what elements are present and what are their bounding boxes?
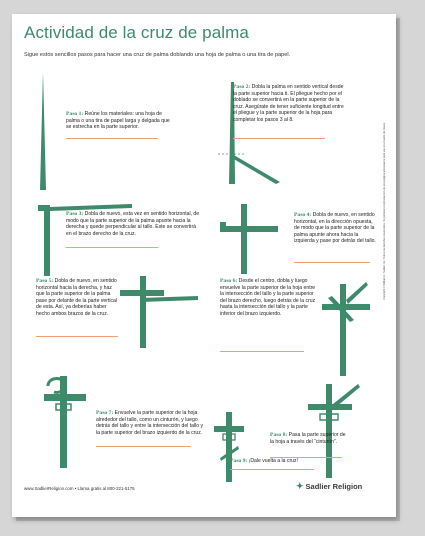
- step-5-palm-illustration: [118, 270, 200, 350]
- step-4-number: Paso 4:: [294, 212, 312, 218]
- step-7-underline: [96, 446, 191, 447]
- step-4-palm-illustration: [216, 200, 286, 276]
- step-4-text: Dobla de nuevo, en sentido horizontal, en la dirección opuesta, de modo que la parte superior de la palma apunte ahora hacia la izquierda y pase por detrás del tallo.: [294, 212, 376, 245]
- step-8: [270, 432, 350, 445]
- step-4-underline: [294, 262, 370, 263]
- step-1-text: Reúne los materiales: una hoja de palma o una tira de papel larga y delgada que se estrecha en la parte superior.: [66, 111, 170, 131]
- step-6-palm-illustration: [318, 280, 376, 380]
- step-2-number: Paso 2:: [233, 84, 251, 90]
- step-1-underline: [66, 138, 158, 139]
- brand-name: Sadlier Religion: [305, 482, 363, 491]
- step-2: [233, 84, 348, 124]
- step-6-text: Desde el centro, dobla y luego envuelve la parte superior de la hoja entre la intersección del tallo y la parte superior del brazo derecho, luego detrás de la cruz hasta la intersección del tallo y la parte inferior del brazo izquierdo.: [220, 278, 316, 317]
- step-1: [66, 111, 176, 131]
- brand-logo: [296, 481, 362, 492]
- step-6-number: Paso 6:: [220, 278, 238, 284]
- sadlier-logo-icon: ✦: [296, 481, 304, 491]
- step-4: [294, 212, 379, 245]
- step-3: [66, 211, 202, 237]
- step-7: [96, 410, 208, 436]
- step-5-number: Paso 5:: [36, 278, 54, 284]
- step-2-text: Dobla la palma en sentido vertical desde la parte superior hacia ti. El pliegue hecho por el doblado se convertirá en la parte superior de la cruz. Asegúrate de tener suficiente longitud entre el pliegue y la parte superior de la hoja para completar los pasos 3 al 8.: [233, 84, 344, 123]
- step-7-palm-illustration: [40, 372, 90, 472]
- step-6-underline: [220, 351, 304, 352]
- step-8-text: Pasa la parte superior de la hoja a través del “cinturón”.: [270, 432, 346, 445]
- page-subtitle: Sigue estos sencillos pasos para hacer una cruz de palma doblando una hoja de palma o una tira de papel.: [24, 52, 291, 58]
- step-8-number: Paso 8:: [270, 432, 288, 438]
- step-7-text: Envuelve la parte superior de la hoja alrededor del tallo, como un cinturón, y luego detrás del tallo y entre la intersección del tallo y la parte superior del brazo izquierdo de la cruz.: [96, 410, 204, 436]
- step-9: [230, 458, 330, 465]
- step-3-text: Dobla de nuevo, esta vez en sentido horizontal, de modo que la parte superior de la palma apunte hacia la derecha y quede perpendicular al tallo. Este se convertirá en el brazo derecho de la cruz.: [66, 211, 200, 237]
- step-3-number: Paso 3:: [66, 211, 84, 217]
- step-5-text: Dobla de nuevo, en sentido horizontal hacia la derecha, y haz que la parte superior de la palma pase por delante de la parte vertical de esta. Así, ya deberías haber hecho ambos brazos de la cruz.: [36, 278, 117, 317]
- step-1-number: Paso 1:: [66, 111, 84, 117]
- step-3-underline: [66, 247, 158, 248]
- step-6: [220, 278, 320, 318]
- step-2-underline: [233, 138, 325, 139]
- footer-contact: www.SadlierReligion.com • Llama gratis al 800-221-5175: [24, 486, 135, 491]
- step-9-palm-illustration: [210, 410, 250, 484]
- step-5-underline: [36, 336, 118, 337]
- copyright-side-text: Copyright © William H. Sadlier, Inc. Todos los derechos reservados. Se permite la reproducción de esta página únicamente para uso en el salón de clases.: [383, 122, 386, 300]
- step-9-text: ¡Dale vuelta a la cruz!: [248, 458, 298, 464]
- step-1-palm-illustration: [36, 72, 50, 192]
- step-9-underline: [230, 469, 314, 470]
- step-7-number: Paso 7:: [96, 410, 114, 416]
- step-8-palm-illustration: [292, 380, 362, 482]
- step-9-number: Paso 9:: [230, 458, 248, 464]
- page-title: Actividad de la cruz de palma: [24, 23, 249, 42]
- step-5: [36, 278, 121, 318]
